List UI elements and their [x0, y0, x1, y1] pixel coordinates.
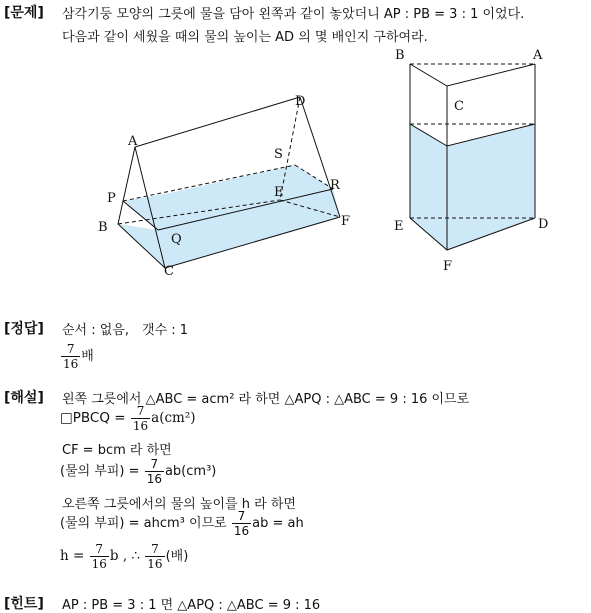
hint-text: AP : PB = 3 : 1 면 △APQ : △ABC = 9 : 16	[62, 598, 321, 613]
solution-line4-right: ab(cm³)	[164, 464, 217, 479]
answer-fraction	[61, 343, 80, 370]
solution-line7-fraction1	[90, 543, 109, 570]
fraction-numerator: 7	[145, 458, 164, 472]
label-B: B	[98, 220, 108, 235]
solution-tag: [해설]	[4, 390, 44, 406]
label-S: S	[274, 147, 283, 162]
problem-text-line2: 다음과 같이 세웠을 때의 물의 높이는 AD 의 몇 배인지 구하여라.	[62, 30, 428, 45]
answer-numerator: 7	[61, 343, 80, 357]
fraction-denominator: 16	[147, 557, 163, 571]
fraction-numerator: 7	[232, 510, 251, 524]
solution-line2-left: □PBCQ =	[60, 410, 126, 426]
top-edges-bca	[410, 64, 535, 86]
label-P: P	[107, 191, 116, 206]
solution-line6-right: ab = ah	[252, 516, 304, 531]
lying-prism-figure	[90, 85, 360, 285]
problem-text-line1: 삼각기둥 모양의 그릇에 물을 담아 왼쪽과 같이 놓았더니 AP : PB = 3 : 1 이었다.	[62, 7, 525, 22]
answer-value	[60, 343, 94, 370]
label-F: F	[341, 214, 351, 229]
fraction-numerator: 7	[131, 405, 150, 419]
label-Q: Q	[171, 232, 182, 247]
label-E: E	[394, 219, 404, 234]
label-B: B	[395, 48, 405, 63]
label-D: D	[295, 94, 306, 109]
standing-prism-figure	[388, 44, 558, 274]
solution-line5: 오른쪽 그릇에서의 물의 높이를 h 라 하면	[62, 497, 296, 512]
label-C: C	[454, 99, 464, 114]
label-F: F	[443, 259, 453, 274]
label-R: R	[330, 178, 340, 193]
fraction-denominator: 16	[233, 524, 250, 538]
solution-line1: 왼쪽 그릇에서 △ABC = acm² 라 하면 △APQ : △ABC = 9 : 16 이므로	[62, 392, 470, 407]
solution-line7-mid: b , ∴	[109, 548, 140, 564]
fraction-denominator: 16	[132, 419, 149, 433]
fraction-numerator: 7	[90, 543, 109, 557]
label-C: C	[164, 264, 174, 279]
answer-denominator: 16	[63, 357, 79, 371]
solution-line4-left: (물의 부피) =	[60, 464, 140, 479]
solution-line7	[60, 543, 188, 570]
solution-line7-fraction2	[145, 543, 164, 570]
solution-line3-text: CF = bcm 라 하면	[62, 443, 172, 458]
solution-line4	[60, 458, 216, 485]
solution-line2	[60, 405, 196, 432]
solution-line6-left: (물의 부피) = ahcm³ 이므로	[60, 516, 227, 531]
solution-line2-fraction	[131, 405, 150, 432]
solution-line6-fraction	[232, 510, 251, 537]
answer-tag: [정답]	[4, 321, 44, 337]
answer-line1: 순서 : 없음, 갯수 : 1	[62, 323, 189, 338]
fraction-numerator: 7	[145, 543, 164, 557]
edge-ad	[135, 97, 300, 147]
solution-line7-right: (배)	[165, 549, 189, 564]
solution-line3	[62, 439, 172, 458]
fraction-denominator: 16	[146, 472, 162, 486]
solution-line4-fraction	[145, 458, 164, 485]
problem-tag: [문제]	[4, 5, 44, 21]
answer-suffix: 배	[81, 349, 94, 364]
label-A: A	[128, 134, 138, 149]
hint-tag: [힌트]	[4, 596, 44, 612]
solution-line2-right: a(cm²)	[151, 410, 196, 426]
water-region-right	[410, 124, 535, 250]
solution-line7-left: h =	[60, 548, 85, 564]
solution-line6	[60, 510, 304, 537]
label-D: D	[538, 217, 549, 232]
label-E: E	[274, 185, 284, 200]
fraction-denominator: 16	[91, 557, 107, 571]
label-A: A	[533, 48, 543, 63]
